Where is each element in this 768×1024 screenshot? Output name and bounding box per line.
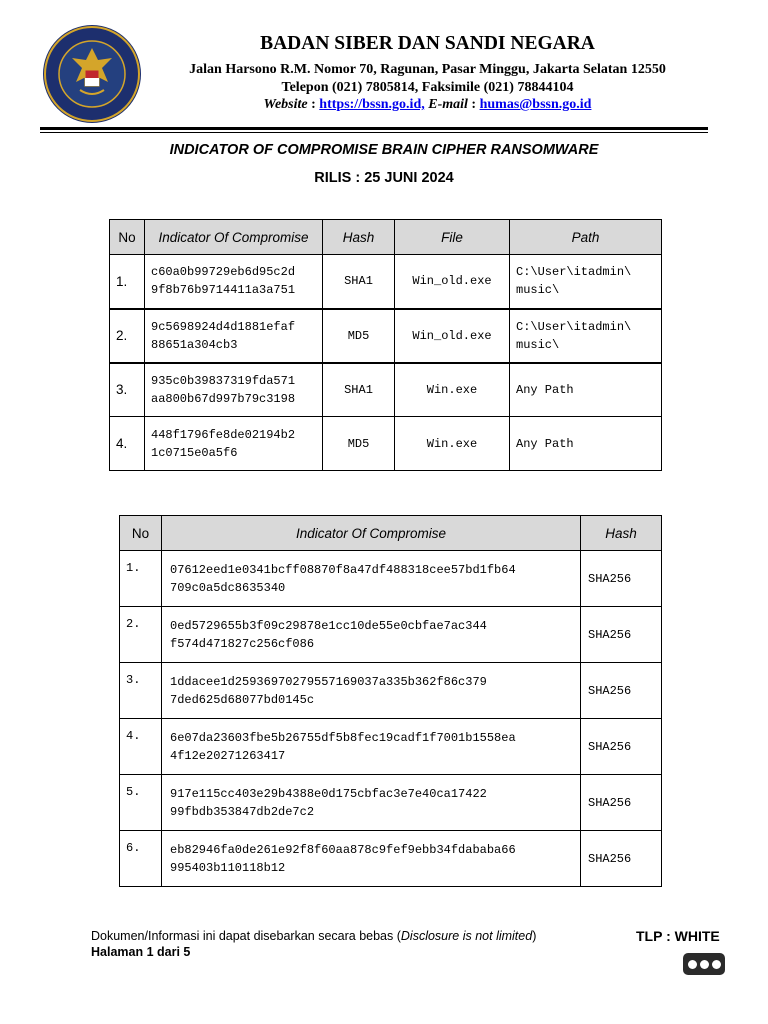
disclosure-note: Dokumen/Informasi ini dapat disebarkan secara bebas (Disclosure is not limited)	[91, 929, 537, 943]
row-number: 4.	[110, 417, 145, 471]
col-header-path: Path	[510, 220, 662, 255]
more-dots-icon	[683, 953, 725, 975]
hash-type: MD5	[323, 417, 395, 471]
ioc-value: c60a0b99729eb6d95c2d 9f8b76b9714411a3a751	[145, 255, 323, 309]
hash-type: SHA256	[581, 551, 662, 607]
col-header-ioc: Indicator Of Compromise	[145, 220, 323, 255]
table-row	[110, 309, 662, 363]
hash-type: SHA256	[581, 775, 662, 831]
hash-type: SHA1	[323, 255, 395, 309]
ioc-value: 0ed5729655b3f09c29878e1cc10de55e0cbfae7ac344 f574d471827c256cf086	[162, 607, 581, 663]
table-row	[110, 363, 662, 417]
file-name: Win.exe	[395, 363, 510, 417]
col-header-no: No	[110, 220, 145, 255]
tlp-label: TLP : WHITE	[636, 928, 720, 944]
table-row	[120, 719, 662, 775]
document-title: INDICATOR OF COMPROMISE BRAIN CIPHER RANSOMWARE	[169, 142, 599, 158]
hash-type: SHA256	[581, 663, 662, 719]
page-number: Halaman 1 dari 5	[91, 945, 191, 959]
ioc-value: eb82946fa0de261e92f8f60aa878c9fef9ebb34fdababa66 995403b110118b12	[162, 831, 581, 887]
ioc-table-sha256	[119, 515, 662, 887]
table-row	[110, 417, 662, 471]
header-divider-thick	[40, 127, 708, 130]
table-row	[120, 551, 662, 607]
row-number: 2.	[120, 607, 162, 663]
row-number: 1.	[110, 255, 145, 309]
table-row	[120, 607, 662, 663]
file-path: Any Path	[510, 417, 662, 471]
table-header-row	[120, 516, 662, 551]
table-row	[110, 255, 662, 309]
release-date: RILIS : 25 JUNI 2024	[314, 170, 454, 186]
col-header-hash: Hash	[581, 516, 662, 551]
table-row	[120, 775, 662, 831]
table-row	[120, 831, 662, 887]
hash-type: SHA1	[323, 363, 395, 417]
ioc-value: 07612eed1e0341bcff08870f8a47df488318cee57bd1fb64 709c0a5dc8635340	[162, 551, 581, 607]
file-name: Win_old.exe	[395, 309, 510, 363]
hash-type: SHA256	[581, 607, 662, 663]
org-phone: Telepon (021) 7805814, Faksimile (021) 78844104	[281, 80, 574, 95]
row-number: 2.	[110, 309, 145, 363]
row-number: 3.	[110, 363, 145, 417]
col-header-file: File	[395, 220, 510, 255]
header-divider-thin	[40, 132, 708, 133]
file-path: C:\User\itadmin\ music\	[510, 309, 662, 363]
row-number: 6.	[120, 831, 162, 887]
org-name: BADAN SIBER DAN SANDI NEGARA	[260, 33, 595, 54]
website-label: Website	[263, 97, 308, 112]
hash-type: SHA256	[581, 719, 662, 775]
ioc-value: 935c0b39837319fda571 aa800b67d997b79c3198	[145, 363, 323, 417]
file-path: C:\User\itadmin\ music\	[510, 255, 662, 309]
email-label: E-mail	[428, 97, 468, 112]
col-header-ioc: Indicator Of Compromise	[162, 516, 581, 551]
table-row	[120, 663, 662, 719]
file-path: Any Path	[510, 363, 662, 417]
hash-type: SHA256	[581, 831, 662, 887]
org-contact: Website : https://bssn.go.id, E-mail : humas@bssn.go.id	[263, 97, 592, 112]
row-number: 5.	[120, 775, 162, 831]
org-address: Jalan Harsono R.M. Nomor 70, Ragunan, Pasar Minggu, Jakarta Selatan 12550	[189, 62, 666, 77]
ioc-value: 448f1796fe8de02194b2 1c0715e0a5f6	[145, 417, 323, 471]
ioc-value: 6e07da23603fbe5b26755df5b8fec19cadf1f7001b1558ea 4f12e20271263417	[162, 719, 581, 775]
row-number: 1.	[120, 551, 162, 607]
email-link[interactable]: humas@bssn.go.id	[479, 97, 592, 112]
file-name: Win.exe	[395, 417, 510, 471]
file-name: Win_old.exe	[395, 255, 510, 309]
website-link[interactable]: https://bssn.go.id,	[319, 97, 425, 112]
row-number: 4.	[120, 719, 162, 775]
table-header-row	[110, 220, 662, 255]
ioc-value: 9c5698924d4d1881efaf 88651a304cb3	[145, 309, 323, 363]
row-number: 3.	[120, 663, 162, 719]
bssn-logo	[42, 24, 142, 124]
hash-type: MD5	[323, 309, 395, 363]
ioc-table-md5-sha1	[109, 219, 662, 471]
col-header-no: No	[120, 516, 162, 551]
ioc-value: 917e115cc403e29b4388e0d175cbfac3e7e40ca17422 99fbdb353847db2de7c2	[162, 775, 581, 831]
ioc-value: 1ddacee1d25936970279557169037a335b362f86c379 7ded625d68077bd0145c	[162, 663, 581, 719]
col-header-hash: Hash	[323, 220, 395, 255]
